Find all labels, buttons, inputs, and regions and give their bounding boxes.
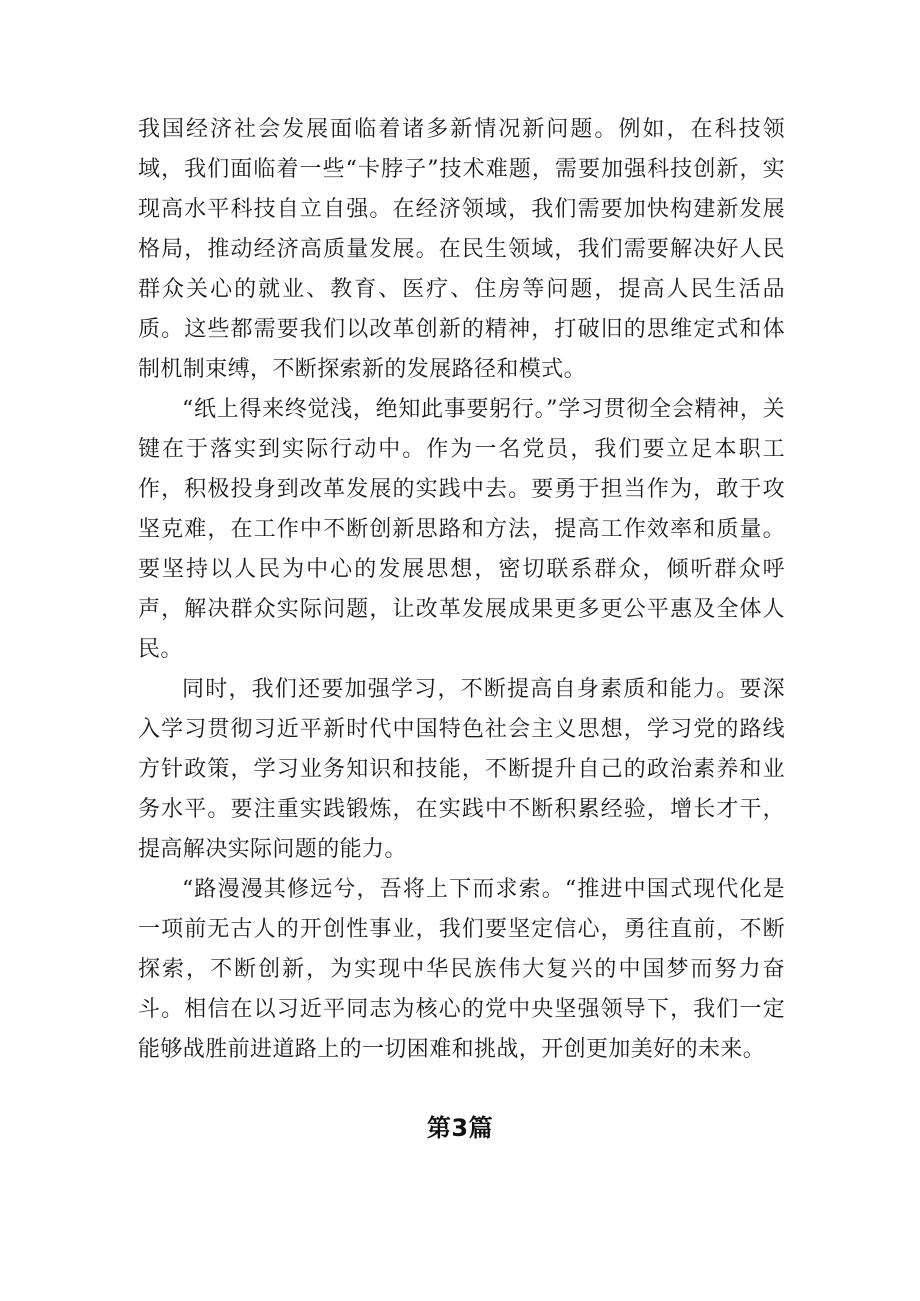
paragraph-2: “纸上得来终觉浅，绝知此事要躬行。”学习贯彻全会精神，关键在于落实到实际行动中。作为一名党员，我们要立足本职工作，积极投身到改革发展的实践中去。要勇于担当作为，敢于攻坚克难，在工作中不断创新思路和方法，提高工作效率和质量。要坚持以人民为中心的发展思想，密切联系群众，倾听群众呼声，解决群众实际问题，让改革发展成果更多更公平惠及全体人民。 [138,397,785,662]
paragraph-1: 我国经济社会发展面临着诸多新情况新问题。例如，在科技领域，我们面临着一些“卡脖子”技术难题，需要加强科技创新，实现高水平科技自立自强。在经济领域，我们需要加快构建新发展格局，推动经济高质量发展。在民生领域，我们需要解决好人民群众关心的就业、教育、医疗、住房等问题，提高人民生活品质。这些都需要我们以改革创新的精神，打破旧的思维定式和体制机制束缚，不断探索新的发展路径和模式。 [138,117,785,382]
paragraph-4: “路漫漫其修远兮，吾将上下而求索。“推进中国式现代化是一项前无古人的开创性事业，我们要坚定信心，勇往直前，不断探索，不断创新，为实现中华民族伟大复兴的中国梦而努力奋斗。相信在以习近平同志为核心的党中央坚强领导下，我们一定能够战胜前进道路上的一切困难和挑战，开创更加美好的未来。 [138,877,785,1062]
document-body [138,110,785,1070]
section-title: 第3篇 [426,1114,494,1142]
paragraph-3: 同时，我们还要加强学习，不断提高自身素质和能力。要深入学习贯彻习近平新时代中国特色社会主义思想，学习党的路线方针政策，学习业务知识和技能，不断提升自己的政治素养和业务水平。要注重实践锻炼，在实践中不断积累经验，增长才干，提高解决实际问题的能力。 [138,677,785,862]
